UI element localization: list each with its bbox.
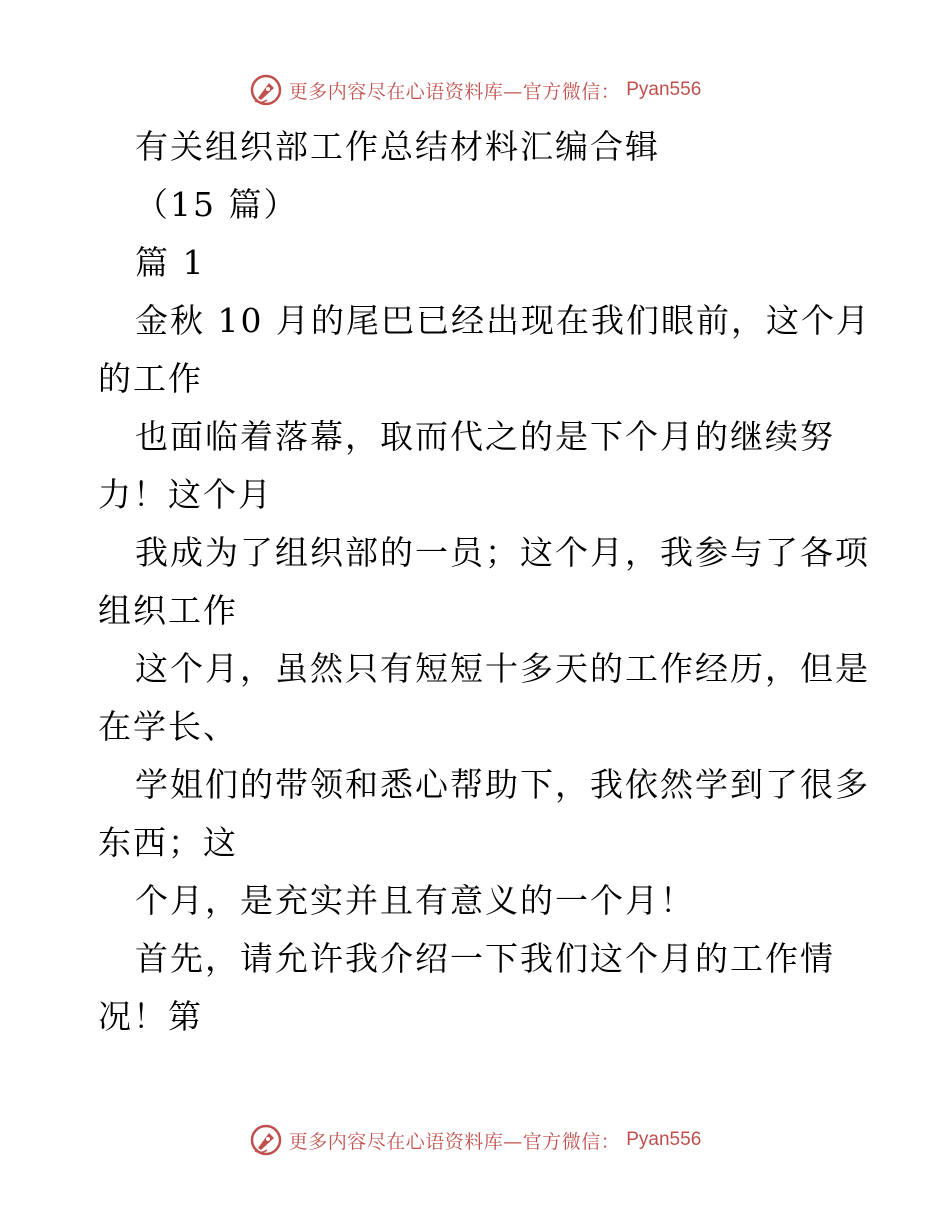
header-banner bbox=[0, 70, 950, 110]
text-line: 我成为了组织部的一员；这个月，我参与了各项 bbox=[135, 533, 870, 572]
text-line: 力！这个月 bbox=[98, 475, 273, 514]
text-line: 也面临着落幕，取而代之的是下个月的继续努 bbox=[135, 417, 835, 456]
text-line: 况！第 bbox=[98, 997, 203, 1036]
banner-inner bbox=[249, 1123, 702, 1157]
text-line: 组织工作 bbox=[98, 591, 238, 630]
text-line: （15 篇） bbox=[135, 185, 299, 224]
text-line: 这个月，虽然只有短短十多天的工作经历，但是 bbox=[135, 649, 870, 688]
text-line: 学姐们的带领和悉心帮助下，我依然学到了很多 bbox=[135, 765, 870, 804]
banner-text: 更多内容尽在心语资料库—官方微信： bbox=[288, 80, 621, 103]
footer-banner bbox=[0, 1120, 950, 1160]
banner-text: 更多内容尽在心语资料库—官方微信： bbox=[288, 1130, 621, 1153]
banner-inner bbox=[249, 73, 702, 107]
text-line: 篇 1 bbox=[135, 243, 206, 282]
text-line: 首先，请允许我介绍一下我们这个月的工作情 bbox=[135, 939, 835, 978]
text-line: 个月，是充实并且有意义的一个月！ bbox=[135, 881, 695, 920]
text-line: 在学长、 bbox=[98, 707, 238, 746]
text-line: 有关组织部工作总结材料汇编合辑 bbox=[135, 127, 660, 166]
banner-wechat-id: Pyan556 bbox=[626, 1129, 702, 1150]
banner-wechat-id: Pyan556 bbox=[626, 79, 702, 100]
text-line: 东西；这 bbox=[98, 823, 238, 862]
pen-nib-logo-icon bbox=[249, 1123, 283, 1157]
text-line: 的工作 bbox=[98, 359, 203, 398]
pen-nib-logo-icon bbox=[249, 73, 283, 107]
text-line: 金秋 10 月的尾巴已经出现在我们眼前，这个月 bbox=[135, 301, 871, 340]
document-body bbox=[98, 118, 871, 1046]
